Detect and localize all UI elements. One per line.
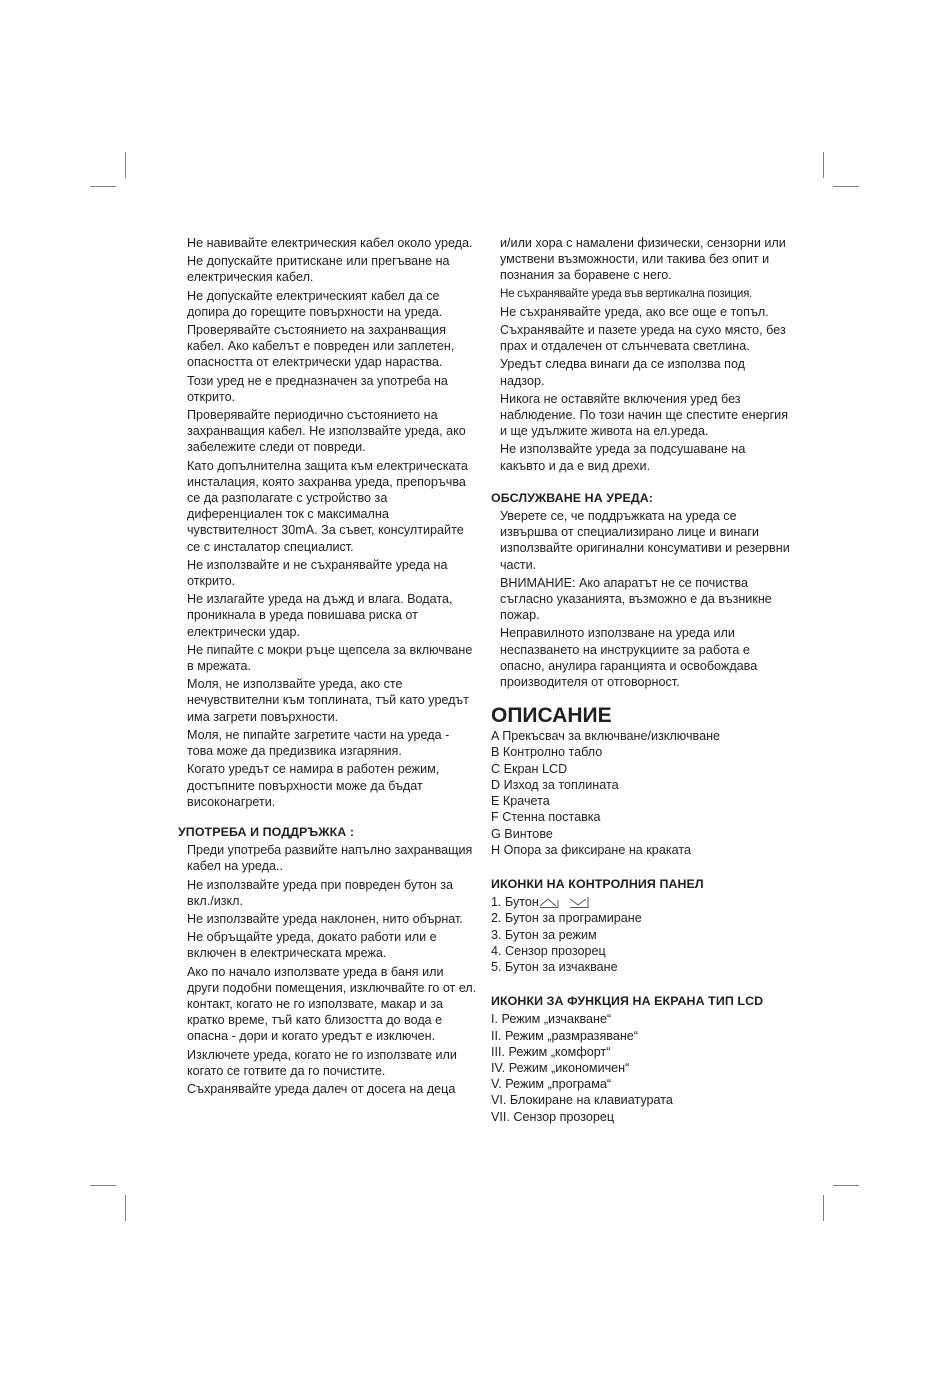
safety-paragraph: Не допускайте притискане или прегъване на електрическия кабел. — [187, 254, 450, 285]
safety-paragraph: Моля, не използвайте уреда, ако сте нечувствителни към топлината, тъй като уредът има загрети повърхности. — [187, 677, 469, 724]
crop-mark-top-right-horizontal — [833, 186, 859, 187]
safety-paragraph: Не използвайте уреда за подсушаване на какъвто и да е вид дрехи. — [500, 442, 746, 473]
lcd-item: VII. Сензор прозорец — [491, 1109, 615, 1124]
crop-mark-bottom-left-horizontal — [90, 1185, 116, 1186]
crop-mark-bottom-right-vertical — [823, 1195, 824, 1221]
panel-item: 3. Бутон за режим — [491, 927, 597, 942]
service-paragraph: Уверете се, че поддръжката на уреда се извършва от специализирано лице и винаги използвайте оригинални консумативи и резервни части. — [500, 509, 790, 572]
description-item: B Контролно табло — [491, 745, 603, 760]
panel-item: 5. Бутон за изчакване — [491, 959, 618, 974]
service-heading: ОБСЛУЖВАНЕ НА УРЕДА: — [491, 490, 654, 505]
description-heading: ОПИСАНИЕ — [491, 704, 612, 728]
usage-paragraph: Не използвайте уреда наклонен, нито обърнат. — [187, 911, 463, 926]
lcd-item: III. Режим „комфорт“ — [491, 1044, 611, 1059]
crop-mark-top-right-vertical — [823, 152, 824, 178]
safety-paragraph: Не съхранявайте уреда във вертикална позиция. — [500, 286, 752, 300]
safety-paragraph: Моля, не пипайте загретите части на уреда - това може да предизвика изгаряния. — [187, 727, 450, 759]
arrow-down-icon — [569, 896, 589, 908]
safety-paragraph: Проверявайте състоянието на захранващия кабел. Ако кабелът е повреден или заплетен, опасността от електрически удар нараства. — [187, 323, 455, 370]
safety-paragraph: Като допълнителна защита към електрическата инсталация, която захранва уреда, препоръчва се да разполагате с устройство за диференциален ток с максимална чувствителност 30mA. За съвет, консултирайте се с инсталатор специалист. — [187, 458, 468, 554]
usage-paragraph: Съхранявайте уреда далеч от досега на деца — [187, 1081, 456, 1096]
lcd-icons-heading: ИКОНКИ ЗА ФУНКЦИЯ НА ЕКРАНА ТИП LCD — [491, 994, 764, 1009]
panel-item-label: 1. Бутон — [491, 895, 539, 910]
safety-paragraph: Съхранявайте и пазете уреда на сухо място, без прах и отдалечен от слънчевата светлина. — [500, 323, 786, 354]
safety-paragraph: Проверявайте периодично състоянието на захранващия кабел. Не използвайте уреда, ако забележите следи от повреди. — [187, 408, 466, 455]
usage-paragraph: Изключете уреда, когато не го използвате или когато се готвите да го почистите. — [187, 1047, 457, 1078]
right-column — [491, 235, 791, 1125]
crop-mark-top-left-horizontal — [90, 186, 116, 187]
safety-paragraph: Не пипайте с мокри ръце щепсела за включване в мрежата. — [187, 642, 473, 674]
lcd-item: IV. Режим „икономичен“ — [491, 1060, 630, 1075]
safety-paragraph: Не навивайте електрическия кабел около уреда. — [187, 236, 473, 250]
safety-paragraph: и/или хора с намалени физически, сензорни или умствени възможности, или такива без опит и познания за боравене с него. — [500, 236, 786, 283]
lcd-item: V. Режим „програма“ — [491, 1077, 612, 1092]
service-paragraph: ВНИМАНИЕ: Ако апаратът не се почиства съгласно указанията, възможно е да възникне пожар. — [500, 575, 772, 623]
safety-paragraph: Този уред не е предназначен за употреба на открито. — [187, 373, 448, 404]
lcd-item: VI. Блокиране на клавиатурата — [491, 1093, 673, 1108]
arrow-up-icon — [539, 896, 559, 908]
safety-paragraph: Не съхранявайте уреда, ако все още е топъл. — [500, 304, 769, 319]
safety-paragraph: Не допускайте електрическият кабел да се допира до горещите повърхности на уреда. — [187, 288, 443, 319]
usage-paragraph: Преди употреба развийте напълно захранващия кабел на уреда.. — [187, 843, 473, 874]
usage-paragraph: Не обръщайте уреда, докато работи или е включен в електрическата мрежа. — [187, 930, 437, 961]
crop-mark-bottom-left-vertical — [125, 1195, 126, 1221]
lcd-item: II. Режим „размразяване“ — [491, 1028, 638, 1043]
panel-item: 2. Бутон за програмиране — [491, 911, 642, 926]
description-item: F Стенна поставка — [491, 810, 601, 825]
safety-paragraph: Не използвайте и не съхранявайте уреда на открито. — [187, 557, 448, 589]
safety-paragraph: Никога не оставяйте включения уред без наблюдение. По този начин ще спестите енергия и ще удължите живота на ел.уреда. — [500, 391, 789, 439]
panel-item: 4. Сензор прозорец — [491, 943, 606, 958]
safety-paragraph: Уредът следва винаги да се използва под надзор. — [500, 357, 746, 388]
safety-paragraph: Когато уредът се намира в работен режим, достъпните повърхности може да бъдат високонагрети. — [187, 762, 440, 809]
description-item: C Екран LCD — [491, 761, 568, 776]
usage-heading: УПОТРЕБА И ПОДДРЪЖКА : — [178, 824, 355, 839]
left-column — [178, 235, 478, 1099]
crop-mark-top-left-vertical — [125, 152, 126, 178]
description-item: G Винтове — [491, 826, 553, 841]
safety-paragraph: Не излагайте уреда на дъжд и влага. Водата, проникнала в уреда повишава риска от електрически удар. — [187, 592, 453, 639]
crop-mark-bottom-right-horizontal — [833, 1185, 859, 1186]
lcd-item: I. Режим „изчакване“ — [491, 1012, 612, 1027]
panel-item — [491, 894, 791, 910]
usage-paragraph: Не използвайте уреда при повреден бутон за вкл./изкл. — [187, 877, 454, 908]
description-item: H Опора за фиксиране на краката — [491, 842, 691, 857]
service-paragraph: Неправилното използване на уреда или неспазването на инструкциите за работа е опасно, анулира гаранцията и освобождава производителя от отговорност. — [500, 626, 758, 690]
description-item: A Прекъсвач за включване/изключване — [491, 729, 721, 744]
description-item: E Крачета — [491, 794, 550, 809]
panel-icons-heading: ИКОНКИ НА КОНТРОЛНИЯ ПАНЕЛ — [491, 876, 704, 891]
usage-paragraph: Ако по начало използвате уреда в баня или други подобни помещения, изключвайте го от ел. контакт, когато не го използвате, макар и за кратко време, тъй като близостта до вода е опасна - дори и когато уредът е изключен. — [187, 964, 477, 1044]
description-item: D Изход за топлината — [491, 777, 619, 792]
